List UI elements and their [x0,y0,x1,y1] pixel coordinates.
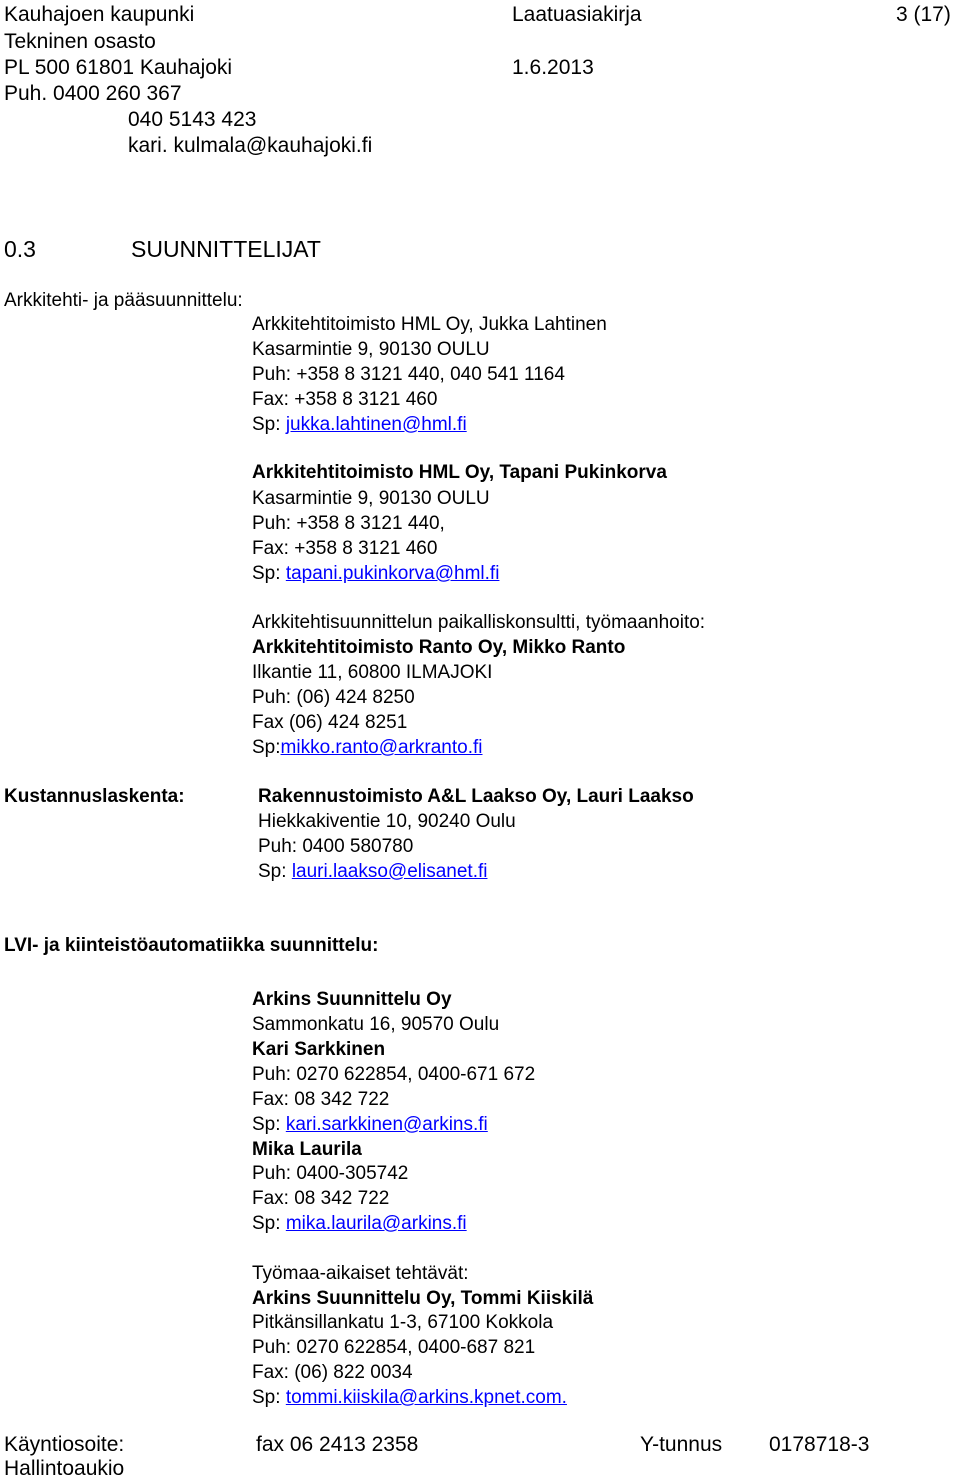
header-phone: Puh. 0400 260 367 [4,82,182,105]
arch-c1-address: Kasarmintie 9, 90130 OULU [252,339,490,360]
doc-type: Laatuasiakirja [512,3,642,26]
section-number: 0.3 [4,236,36,262]
site-email-link[interactable]: tommi.kiiskila@arkins.kpnet.com. [285,1387,567,1408]
cost-phone: Puh: 0400 580780 [258,836,414,857]
arch-c2-email-link[interactable]: tapani.pukinkorva@hml.fi [285,563,500,584]
site-name: Arkins Suunnittelu Oy, Tommi Kiiskilä [252,1288,594,1309]
arch-c1-email-line [252,415,467,434]
footer-fax: fax 06 2413 2358 [256,1433,419,1456]
department: Tekninen osasto [4,30,156,53]
hvac-p2-email-line [252,1214,467,1233]
postal-address: PL 500 61801 Kauhajoki [4,56,233,79]
arch-c3-name: Arkkitehtitoimisto Ranto Oy, Mikko Ranto [252,637,626,658]
header-email: kari. kulmala@kauhajoki.fi [128,134,373,157]
arch-c3-role: Arkkitehtisuunnittelun paikalliskonsultti, työmaanhoito: [252,612,706,633]
org-name: Kauhajoen kaupunki [4,3,195,26]
cost-email-link[interactable]: lauri.laakso@elisanet.fi [291,861,488,882]
arch-c1-fax: Fax: +358 8 3121 460 [252,389,438,410]
architecture-heading: Arkkitehti- ja pääsuunnittelu: [4,290,243,311]
section-title: SUUNNITTELIJAT [131,236,321,262]
arch-c1-email-link[interactable]: jukka.lahtinen@hml.fi [285,414,467,435]
footer-ytunnus-label: Y-tunnus [640,1433,723,1456]
site-address: Pitkänsillankatu 1-3, 67100 Kokkola [252,1312,554,1333]
arch-c1-name: Arkkitehtitoimisto HML Oy, Jukka Lahtinen [252,314,607,335]
arch-c2-fax: Fax: +358 8 3121 460 [252,538,438,559]
email-label: Sp: [258,861,287,882]
cost-address: Hiekkakiventie 10, 90240 Oulu [258,811,516,832]
email-label: Sp: [252,1114,281,1135]
hvac-p1-fax: Fax: 08 342 722 [252,1089,390,1110]
footer-ytunnus: 0178718-3 [769,1433,870,1456]
arch-c2-address: Kasarmintie 9, 90130 OULU [252,488,490,509]
hvac-p1-phone: Puh: 0270 622854, 0400-671 672 [252,1064,536,1085]
arch-c3-address: Ilkantie 11, 60800 ILMAJOKI [252,662,493,683]
email-label: Sp: [252,737,281,758]
page-number: 3 (17) [896,3,951,26]
email-label: Sp: [252,563,281,584]
hvac-p2-name: Mika Laurila [252,1139,362,1160]
site-email-line [252,1388,567,1407]
hvac-heading: LVI- ja kiinteistöautomatiikka suunnittelu: [4,935,379,956]
site-phone: Puh: 0270 622854, 0400-687 821 [252,1337,536,1358]
footer-office: Hallintoaukio [4,1457,125,1480]
hvac-p1-name: Kari Sarkkinen [252,1039,386,1060]
cost-heading: Kustannuslaskenta: [4,786,185,807]
arch-c1-phone: Puh: +358 8 3121 440, 040 541 1164 [252,364,565,385]
cost-name: Rakennustoimisto A&L Laakso Oy, Lauri Laakso [258,786,694,807]
hvac-p1-email-link[interactable]: kari.sarkkinen@arkins.fi [285,1114,488,1135]
arch-c2-name: Arkkitehtitoimisto HML Oy, Tapani Pukinkorva [252,462,667,483]
arch-c3-fax: Fax (06) 424 8251 [252,712,408,733]
hvac-p2-phone: Puh: 0400-305742 [252,1163,409,1184]
header-phone-2: 040 5143 423 [128,108,257,131]
arch-c3-email-line [252,738,483,757]
email-label: Sp: [252,1387,281,1408]
arch-c3-phone: Puh: (06) 424 8250 [252,687,415,708]
hvac-p1-email-line [252,1115,488,1134]
hvac-company: Arkins Suunnittelu Oy [252,989,452,1010]
site-role: Työmaa-aikaiset tehtävät: [252,1263,469,1284]
email-label: Sp: [252,414,281,435]
arch-c2-email-line [252,564,499,583]
hvac-p2-fax: Fax: 08 342 722 [252,1188,390,1209]
site-fax: Fax: (06) 822 0034 [252,1362,413,1383]
hvac-p2-email-link[interactable]: mika.laurila@arkins.fi [285,1213,467,1234]
footer-visit-label: Käyntiosoite: [4,1433,125,1456]
hvac-address: Sammonkatu 16, 90570 Oulu [252,1014,500,1035]
cost-email-line [258,862,487,881]
arch-c2-phone: Puh: +358 8 3121 440, [252,513,445,534]
email-label: Sp: [252,1213,281,1234]
doc-date: 1.6.2013 [512,56,594,79]
arch-c3-email-link[interactable]: mikko.ranto@arkranto.fi [280,737,483,758]
